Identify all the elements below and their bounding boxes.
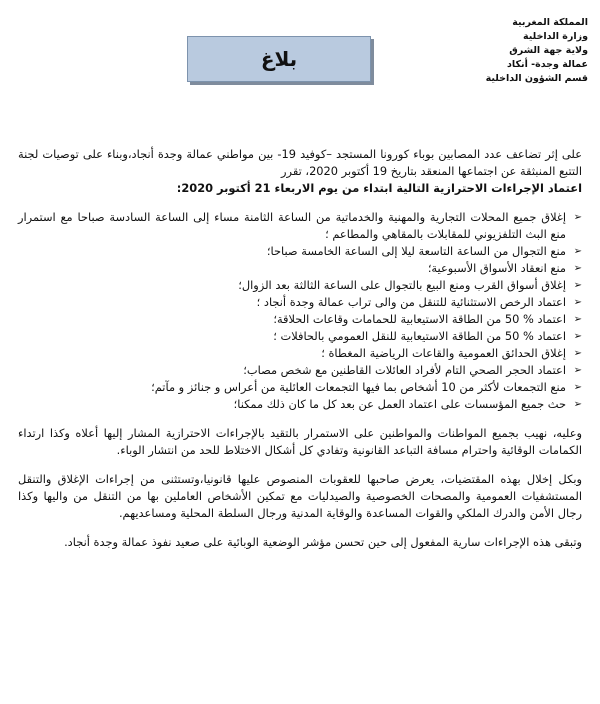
communique-title: بلاغ [187, 36, 371, 82]
paragraph-sanctions: وبكل إخلال بهذه المقتضيات، يعرض صاحبها للعقوبات المنصوص عليها قانونيا،وتستثنى من إجراءات الإغلاق والتنقل المستشفيات العمومية والمصحات الخصوصية والصيدليات مع تمكين الأشخاص العاملين بها من التنقل من واليها وكذا رجال الأمن والدرك الملكي والقوات المساعدة والوقاية المدنية ورجال السلطة المحلية ومساعديهم. [18, 472, 582, 520]
intro-text: على إثر تضاعف عدد المصابين بوباء كورونا المستجد –كوفيد 19- بين مواطني عمالة وجدة أنجاد،وبناء على توصيات لجنة التتبع المنبثقة عن اجتماعها المنعقد بتاريخ 19 أكتوبر 2020، تقرر [18, 147, 582, 178]
measure-item: ➢ منع التجمعات لأكثر من 10 أشخاص بما فيها التجمعات العائلية من أعراس و جنائز و مآتم؛ [18, 379, 582, 396]
paragraph-appeal: وعليه، نهيب بجميع المواطنات والمواطنين على الاستمرار بالتقيد بالإجراءات الاحترازية المشار إليها أعلاه وكذا ارتداء الكمامات الوقائية واحترام مسافة التباعد القانونية وتفادي كل أشكال الاختلاط للحد من انتشار الوباء. [18, 426, 582, 457]
measure-item: ➢ حث جميع المؤسسات على اعتماد العمل عن بعد كل ما كان ذلك ممكنا؛ [18, 396, 582, 413]
measure-item: ➢ منع التجوال من الساعة التاسعة ليلا إلى الساعة الخامسة صباحا؛ [18, 243, 582, 260]
communique-body [18, 146, 582, 551]
intro-paragraph [18, 146, 582, 197]
issuer-header [458, 16, 588, 86]
header-line-department: قسم الشؤون الداخلية [485, 73, 588, 84]
measure-item: ➢ إغلاق أسواق القرب ومنع البيع بالتجوال على الساعة الثالثة بعد الزوال؛ [18, 277, 582, 294]
intro-decision: اعتماد الإجراءات الاحترازية التالية ابتداء من يوم الاربعاء 21 أكتوبر 2020: [176, 181, 582, 195]
measure-item: ➢ اعتماد % 50 من الطاقة الاستيعابية للنقل العمومي بالحافلات ؛ [18, 328, 582, 345]
header-line-kingdom: المملكة المغربية [512, 17, 588, 28]
measure-item: ➢ منع انعقاد الأسواق الأسبوعية؛ [18, 260, 582, 277]
paragraph-validity: وتبقى هذه الإجراءات سارية المفعول إلى حين تحسن مؤشر الوضعية الوبائية على صعيد نفوذ عمالة وجدة أنجاد. [64, 535, 582, 549]
measures-list [18, 209, 582, 413]
header-line-region: ولاية جهة الشرق [509, 45, 588, 56]
measure-item: ➢ اعتماد الحجر الصحي التام لأفراد العائلات القاطنين مع شخص مصاب؛ [18, 362, 582, 379]
measure-item: ➢ إغلاق جميع المحلات التجارية والمهنية والخدماتية من الساعة الثامنة مساء إلى الساعة السادسة صباحا مع استمرار منع البث التلفزيوني للمقابلات بالمقاهي والمطاعم ؛ [18, 209, 582, 243]
header-line-ministry: وزارة الداخلية [523, 31, 588, 42]
measure-item: ➢ اعتماد % 50 من الطاقة الاستيعابية للحمامات وقاعات الحلاقة؛ [18, 311, 582, 328]
header-line-prefecture: عمالة وجدة- أنكاد [507, 59, 588, 70]
measure-item: ➢ اعتماد الرخص الاستثنائية للتنقل من والى تراب عمالة وجدة أنجاد ؛ [18, 294, 582, 311]
measure-item: ➢ إغلاق الحدائق العمومية والقاعات الرياضية المغطاة ؛ [18, 345, 582, 362]
